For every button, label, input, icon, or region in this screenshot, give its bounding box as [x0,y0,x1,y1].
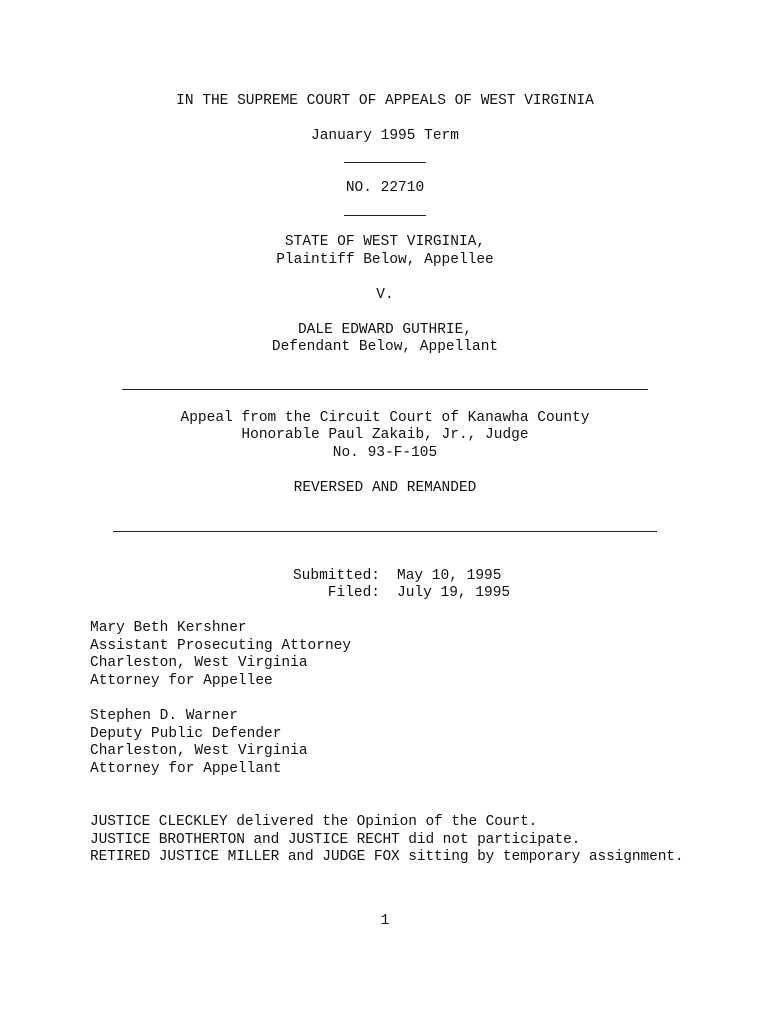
short-divider [344,162,426,163]
section-divider [113,531,657,532]
appellee-counsel-city: Charleston, West Virginia [90,655,308,671]
disposition: REVERSED AND REMANDED [293,480,477,496]
short-divider [344,215,426,216]
non-participating-justices: JUSTICE BROTHERTON and JUSTICE RECHT did not participate. [90,832,581,848]
appeal-from: Appeal from the Circuit Court of Kanawha County [180,410,590,426]
case-number: NO. 22710 [345,180,425,196]
plaintiff-name: STATE OF WEST VIRGINIA, [284,234,486,250]
appellee-counsel-name: Mary Beth Kershner [90,620,247,636]
submitted-date: May 10, 1995 [397,568,502,584]
defendant-role: Defendant Below, Appellant [271,339,499,355]
appellee-counsel-role: Attorney for Appellee [90,673,273,689]
term: January 1995 Term [311,128,459,144]
judge: Honorable Paul Zakaib, Jr., Judge [241,427,529,443]
appellee-counsel-title: Assistant Prosecuting Attorney [90,638,352,654]
appellant-counsel-title: Deputy Public Defender [90,726,282,742]
appellant-counsel-name: Stephen D. Warner [90,708,238,724]
appellant-counsel-role: Attorney for Appellant [90,761,282,777]
page-number: 1 [380,913,390,929]
versus: V. [376,287,394,303]
submitted-label: Submitted: [292,568,380,584]
defendant-name: DALE EDWARD GUTHRIE, [297,322,473,338]
opinion-author: JUSTICE CLECKLEY delivered the Opinion of the Court. [90,814,538,830]
court-title: IN THE SUPREME COURT OF APPEALS OF WEST VIRGINIA [176,93,594,109]
filed-label: Filed: [327,585,380,601]
lower-case-number: No. 93-F-105 [332,445,438,461]
plaintiff-role: Plaintiff Below, Appellee [276,252,494,268]
filed-date: July 19, 1995 [397,585,511,601]
section-divider [122,389,648,390]
appellant-counsel-city: Charleston, West Virginia [90,743,308,759]
temporary-assignment: RETIRED JUSTICE MILLER and JUDGE FOX sitting by temporary assignment. [90,849,684,865]
